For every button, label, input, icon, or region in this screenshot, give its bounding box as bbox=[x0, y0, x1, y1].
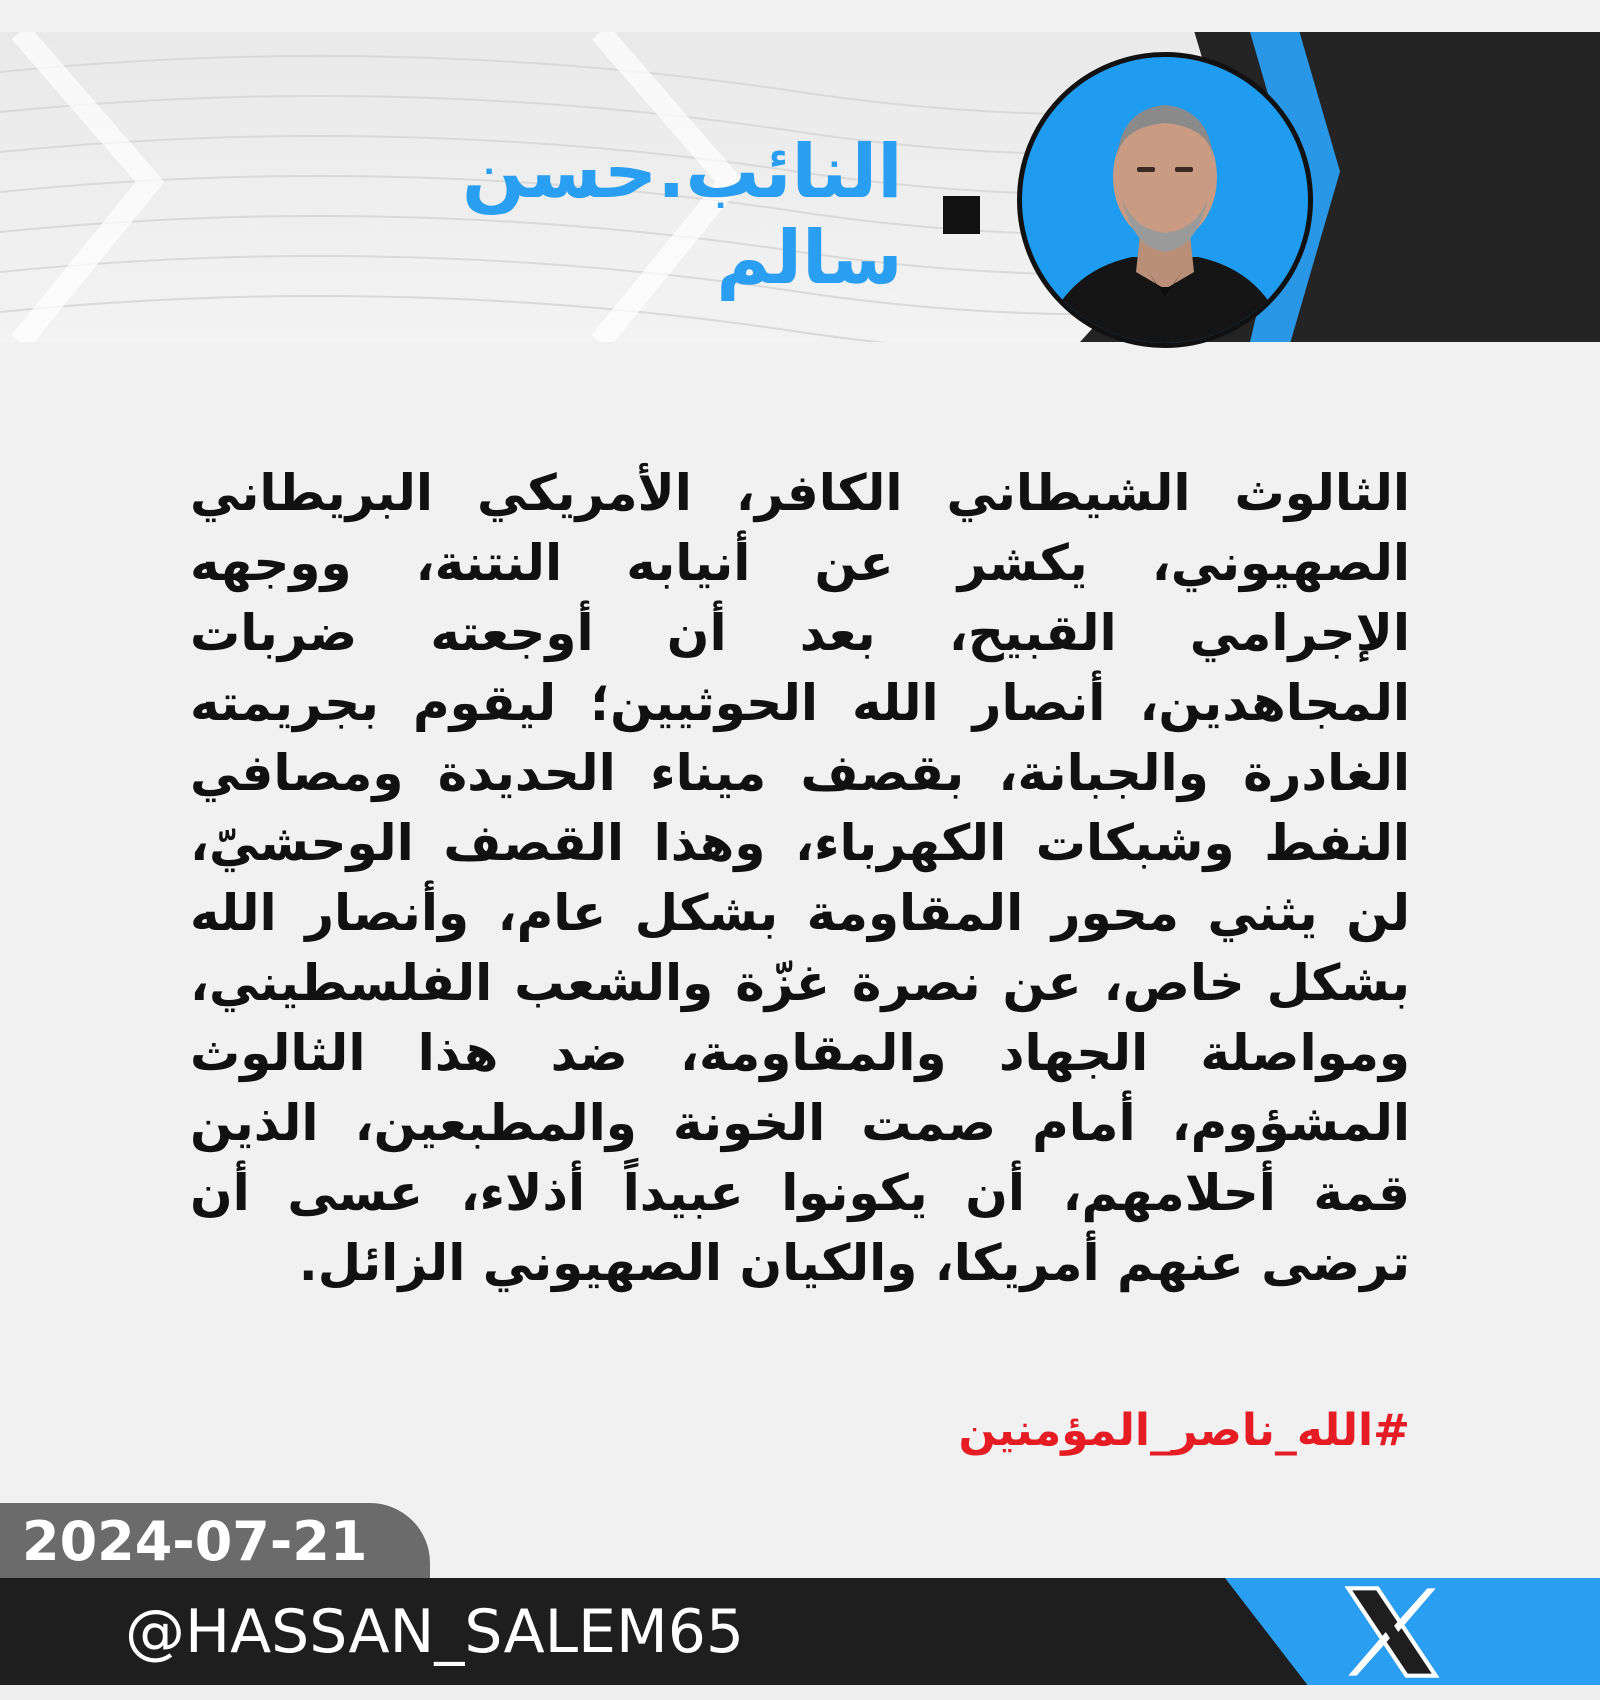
avatar bbox=[1017, 52, 1313, 348]
x-logo-icon[interactable] bbox=[1340, 1580, 1444, 1684]
bottom-strip bbox=[0, 1685, 1600, 1700]
post-date: 2024-07-21 bbox=[22, 1510, 368, 1573]
avatar-portrait bbox=[1022, 57, 1308, 343]
author-name: النائب.حسن سالم bbox=[461, 129, 903, 301]
black-square-icon bbox=[943, 196, 980, 234]
post-text: الثالوث الشيطاني الكافر، الأمريكي البريطاني الصهيوني، يكشر عن أنيابه النتنة، ووجهه الإجرامي القبيح، بعد أن أوجعته ضربات المجاهدين، أنصار الله الحوثيين؛ ليقوم بجريمته الغادرة والجبانة، بقصف ميناء الحديدة ومصافي النفط وشبكات الكهرباء، وهذا القصف الوحشيّ، لن يثني محور المقاومة بشكل عام، وأنصار الله بشكل خاص، عن نصرة غزّة والشعب الفلسطيني، ومواصلة الجهاد والمقاومة، ضد هذا الثالوث المشؤوم، أمام صمت الخونة والمطبعين، الذين قمة أحلامهم، أن يكونوا عبيداً أذلاء، عسى أن ترضى عنهم أمريكا، والكيان الصهيوني الزائل. bbox=[190, 464, 1410, 1292]
account-handle[interactable]: @HASSAN_SALEM65 bbox=[125, 1597, 745, 1667]
hashtag[interactable]: #الله_ناصر_المؤمنين bbox=[958, 1405, 1410, 1456]
author-name-row bbox=[260, 129, 1000, 301]
